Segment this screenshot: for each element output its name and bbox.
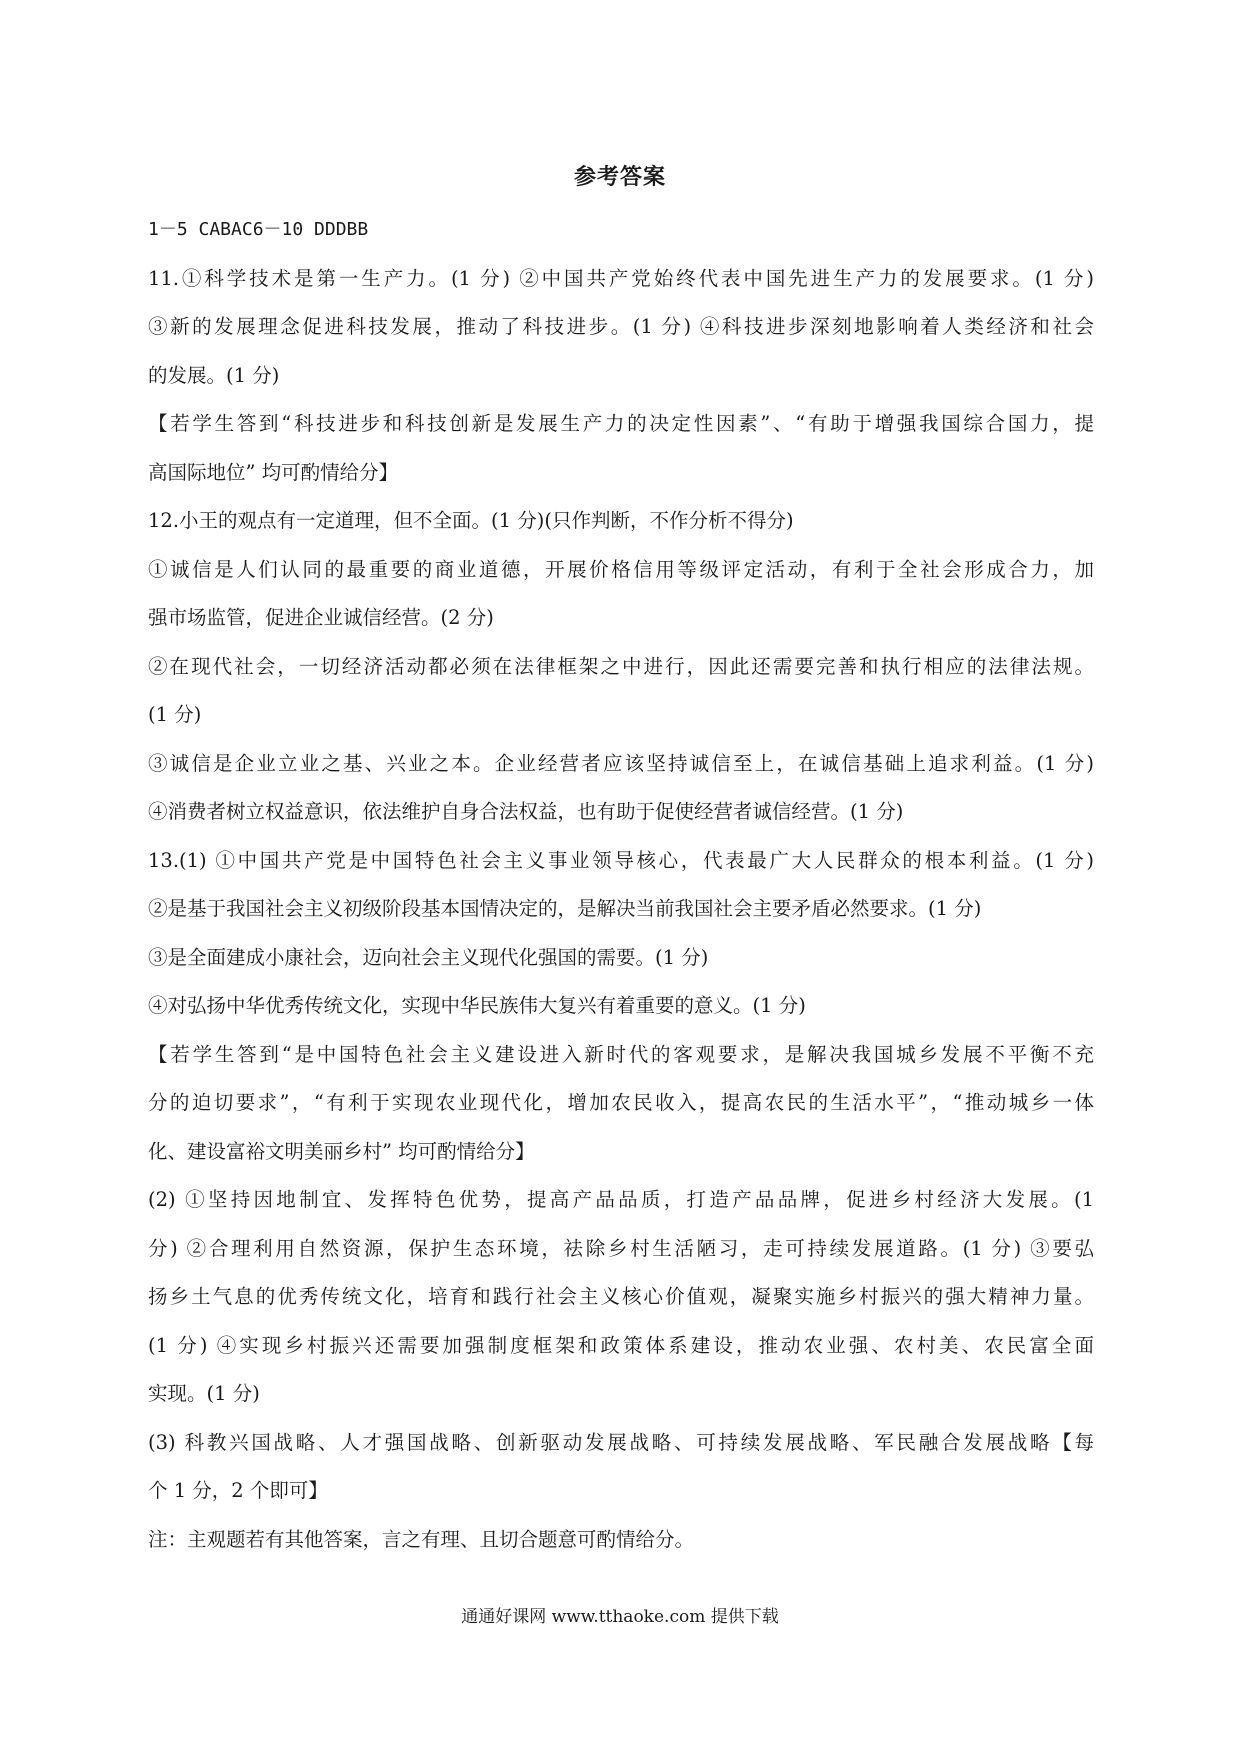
answer-line: (1 分) <box>148 703 202 726</box>
answer-line: 实现。(1 分) <box>148 1382 260 1405</box>
answer-line-mcq: 1－5 CABAC6－10 DDDBB <box>148 219 369 240</box>
answer-note: 注：主观题若有其他答案，言之有理、且切合题意可酌情给分。 <box>148 1527 695 1551</box>
answer-line: 13.(1) ①中国共产党是中国特色社会主义事业领导核心，代表最广大人民群众的根本利益。(1 分) <box>148 848 1094 872</box>
answer-line: 高国际地位” 均可酌情给分】 <box>148 460 399 484</box>
answer-line: ④对弘扬中华优秀传统文化，实现中华民族伟大复兴有着重要的意义。(1 分) <box>148 994 806 1017</box>
answer-line: 【若学生答到“是中国特色社会主义建设进入新时代的客观要求，是解决我国城乡发展不平衡不充 <box>148 1042 1094 1066</box>
answer-line: (2) ①坚持因地制宜、发挥特色优势，提高产品品质，打造产品品牌，促进乡村经济大发展。(1 <box>148 1188 1094 1211</box>
answer-line: 分) ②合理利用自然资源，保护生态环境，祛除乡村生活陋习，走可持续发展道路。(1 分) ③要弘 <box>148 1236 1094 1260</box>
page-title: 参考答案 <box>573 164 666 190</box>
answer-line: 化、建设富裕文明美丽乡村” 均可酌情给分】 <box>148 1139 535 1163</box>
answer-line: 个 1 分，2 个即可】 <box>148 1479 328 1502</box>
answer-line: ②在现代社会，一切经济活动都必须在法律框架之中进行，因此还需要完善和执行相应的法律法规。 <box>148 654 1094 678</box>
answer-line: 的发展。(1 分) <box>148 363 280 387</box>
answer-line: ①诚信是人们认同的最重要的商业道德，开展价格信用等级评定活动，有利于全社会形成合力，加 <box>148 557 1094 581</box>
answer-line: 12.小王的观点有一定道理，但不全面。(1 分)(只作判断，不作分析不得分) <box>148 509 794 532</box>
answer-line: ④消费者树立权益意识，依法维护自身合法权益，也有助于促使经营者诚信经营。(1 分) <box>148 800 904 823</box>
answer-line: ②是基于我国社会主义初级阶段基本国情决定的，是解决当前我国社会主要矛盾必然要求。(1 分) <box>148 897 982 920</box>
page-footer: 通通好课网 www.tthaoke.com 提供下载 <box>461 1607 779 1627</box>
answer-line: ③诚信是企业立业之基、兴业之本。企业经营者应该坚持诚信至上，在诚信基础上追求利益。(1 分) <box>148 751 1094 775</box>
answer-line: 强市场监管，促进企业诚信经营。(2 分) <box>148 606 494 629</box>
answer-line: 扬乡土气息的优秀传统文化，培育和践行社会主义核心价值观，凝聚实施乡村振兴的强大精神力量。 <box>148 1285 1094 1308</box>
answer-line: 分的迫切要求”，“有利于实现农业现代化，增加农民收入，提高农民的生活水平”，“推动城乡一体 <box>148 1091 1094 1114</box>
answer-line: ③是全面建成小康社会，迈向社会主义现代化强国的需要。(1 分) <box>148 945 709 969</box>
answer-line: (1 分) ④实现乡村振兴还需要加强制度框架和政策体系建设，推动农业强、农村美、农民富全面 <box>148 1333 1094 1357</box>
answer-line: 【若学生答到“科技进步和科技创新是发展生产力的决定性因素”、“有助于增强我国综合国力，提 <box>148 412 1094 435</box>
answer-body <box>148 206 1094 1564</box>
answer-line: 11.①科学技术是第一生产力。(1 分) ②中国共产党始终代表中国先进生产力的发展要求。(1 分) <box>148 266 1094 290</box>
answer-line: (3) 科教兴国战略、人才强国战略、创新驱动发展战略、可持续发展战略、军民融合发展战略【每 <box>148 1430 1094 1454</box>
answer-line: ③新的发展理念促进科技发展，推动了科技进步。(1 分) ④科技进步深刻地影响着人类经济和社会 <box>148 315 1094 338</box>
